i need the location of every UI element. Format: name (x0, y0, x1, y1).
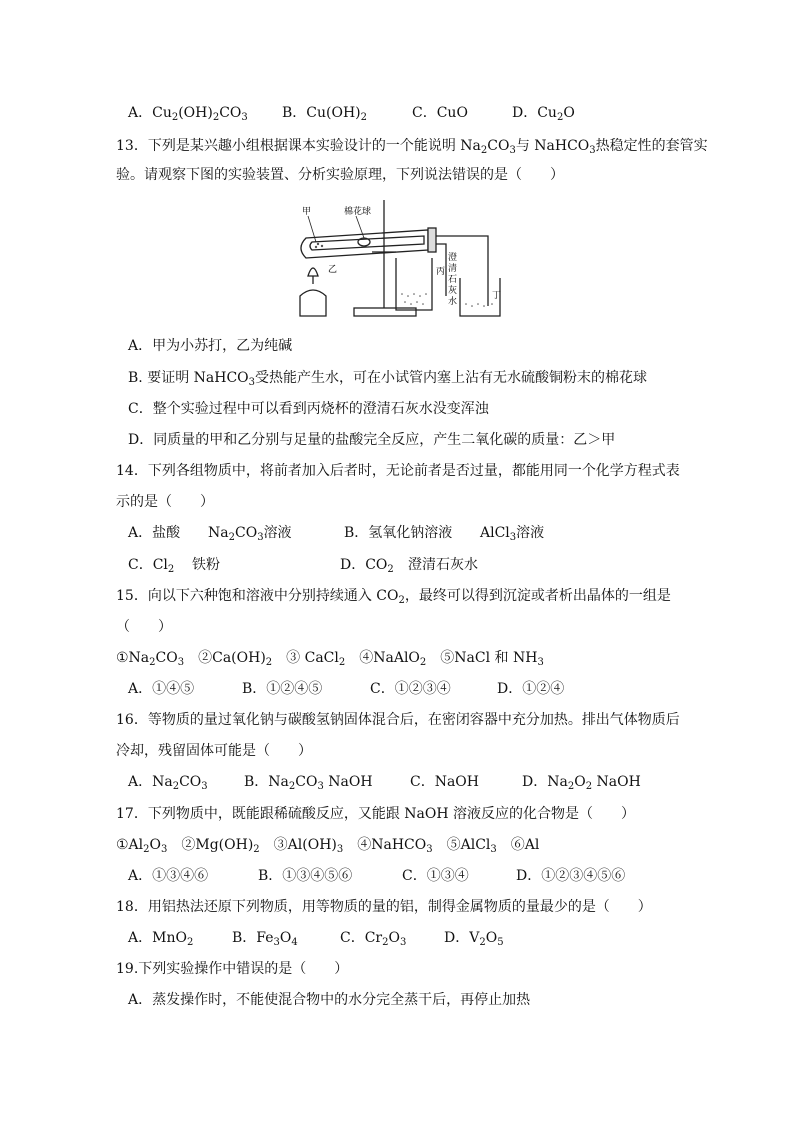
q13-option-b: B. 要证明 NaHCO$_3$受热能产生水，可在小试管内塞上沾有无水硫酸铜粉末的棉花球 (128, 370, 648, 388)
q13-stem-line2: 验。请观察下图的实验装置、分析实验原理，下列说法错误的是（ ） (116, 167, 564, 183)
q15-option-c: C．①②③④ (370, 681, 451, 697)
label-bing: 丙 (436, 267, 446, 277)
label-ding: 丁 (492, 291, 502, 301)
q17-option-d: D．①②③④⑤⑥ (516, 868, 626, 884)
q14-option-b: B．氢氧化钠溶液 (344, 525, 453, 541)
q18-option-a: A．MnO$_2$ (128, 930, 194, 948)
q18-option-d: D．$V_2O_5$ (444, 930, 504, 948)
q14-option-c-reagent: 铁粉 (192, 557, 220, 573)
q14-option-c: C．$Cl_2$ (128, 557, 175, 575)
q14-option-d: D．$CO_2$ (340, 557, 394, 575)
q14-stem-line1: 14．下列各组物质中，将前者加入后者时，无论前者是否过量，都能用同一个化学方程式表 (116, 463, 680, 479)
q14-option-d-reagent: 澄清石灰水 (408, 557, 478, 573)
q17-option-a: A．①③④⑥ (128, 868, 209, 884)
label-yi: 乙 (328, 265, 338, 275)
label-limewater-2: 清 (448, 264, 458, 274)
label-cotton: 棉花球 (344, 207, 372, 217)
q17-option-b: B．①③④⑤⑥ (258, 868, 353, 884)
label-limewater-4: 灰 (448, 286, 458, 296)
q12-option-b: B．$Cu(OH)_2$ (282, 105, 368, 123)
q14-option-a-reagent: $Na_2CO_3$溶液 (208, 525, 292, 543)
q19-option-a: A．蒸发操作时，不能使混合物中的水分完全蒸干后，再停止加热 (128, 992, 531, 1008)
flame (308, 268, 318, 276)
q15-option-a: A．①④⑤ (128, 681, 195, 697)
label-limewater-5: 水 (448, 297, 458, 307)
q16-option-b: B．$Na_2CO_3$ NaOH (244, 774, 373, 792)
stopper (428, 228, 436, 252)
q13-stem-line1: 13．下列是某兴趣小组根据课本实验设计的一个能说明 $Na_2CO_3$与 NaHCO$_3$热稳定性的套管实 (116, 138, 708, 156)
q16-option-d: D．$Na_2O_2$ NaOH (522, 774, 641, 792)
q12-option-c: C．CuO (412, 105, 468, 121)
q15-option-b: B．①②④⑤ (242, 681, 323, 697)
q13-apparatus-figure (292, 200, 504, 324)
stand-base (354, 308, 416, 316)
q13-option-c: C．整个实验过程中可以看到丙烧杯的澄清石灰水没变浑浊 (128, 401, 489, 417)
alcohol-lamp (300, 290, 326, 316)
q14-option-a: A．盐酸 (128, 525, 181, 541)
apparatus-diagram (292, 200, 504, 324)
q18-option-c: C．$Cr_2O_3$ (340, 930, 407, 948)
q12-option-d: D．$Cu_2O$ (512, 105, 575, 123)
q16-option-c: C．NaOH (410, 774, 479, 790)
q17-stem-line1: 17．下列物质中，既能跟稀硫酸反应，又能跟 NaOH 溶液反应的化合物是（ ） (116, 806, 635, 822)
beaker-bing (396, 258, 432, 310)
q18-stem-line1: 18．用铝热法还原下列物质，用等物质的量的铝，制得金属物质的量最少的是（ ） (116, 899, 652, 915)
large-test-tube (301, 230, 428, 258)
q16-option-a: A．$Na_2CO_3$ (128, 774, 208, 792)
label-limewater-1: 澄 (448, 253, 458, 263)
q19-stem-line1: 19.下列实验操作中错误的是（ ） (116, 961, 349, 977)
q17-option-c: C．①③④ (402, 868, 469, 884)
q18-option-b: B．$Fe_3O_4$ (232, 930, 298, 948)
q16-stem-line1: 16．等物质的量过氧化钠与碳酸氢钠固体混合后，在密闭容器中充分加热。排出气体物质后 (116, 712, 680, 728)
q14-option-b-reagent: AlCl$_3$溶液 (480, 525, 545, 543)
q13-option-a: A．甲为小苏打，乙为纯碱 (128, 338, 293, 354)
q15-option-d: D．①②④ (497, 681, 565, 697)
q16-stem-line2: 冷却，残留固体可能是（ ） (116, 743, 312, 759)
q17-substance-list: $①Al_2O_3$ $②Mg(OH)_2$ $③Al(OH)_3$ ④NaHCO$_3$ ⑤AlCl$_3$ ⑥Al (116, 837, 540, 855)
q15-substance-list: $①Na_2CO_3$ $②Ca(OH)_2$ ③ CaCl$_2$ ④NaAlO$_2$ ⑤NaCl 和 $NH_3$ (116, 650, 544, 668)
q14-stem-line2: 示的是（ ） (116, 494, 214, 510)
q12-option-a: A．$Cu_2(OH)_2CO_3$ (128, 105, 248, 123)
q15-stem-line1: 15．向以下六种饱和溶液中分别持续通入 $CO_2$，最终可以得到沉淀或者析出晶体的一组是 (116, 588, 671, 606)
label-jia: 甲 (302, 207, 312, 217)
q15-stem-line2: （ ） (116, 619, 172, 635)
q13-option-d: D．同质量的甲和乙分别与足量的盐酸完全反应，产生二氧化碳的质量：乙＞甲 (128, 432, 616, 448)
label-limewater-3: 石 (448, 275, 458, 285)
